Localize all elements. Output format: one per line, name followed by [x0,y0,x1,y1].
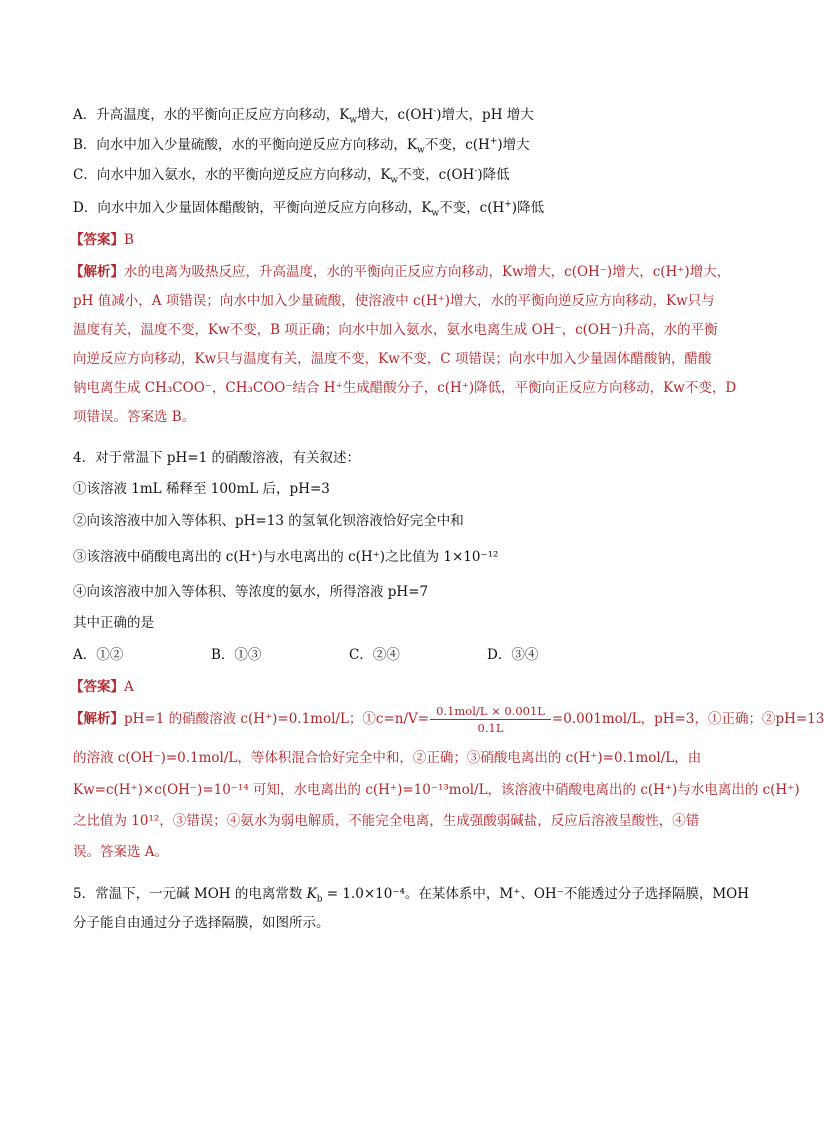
q4-item-2: ②向该溶液中加入等体积、pH=13 的氢氧化钡溶液恰好完全中和 [73,513,464,529]
q4-analysis-line-3: Kw=c(H⁺)×c(OH⁻)=10⁻¹⁴ 可知，水电离出的 c(H⁺)=10⁻¹³mol/L，该溶液中硝酸电离出的 c(H⁺)与水电离出的 c(H⁺) [73,782,800,798]
q3-analysis-line-6: 项错误。答案选 B。 [73,409,196,425]
choice-c: C．②④ [349,647,400,663]
q3-analysis-line-3: 温度有关，温度不变，Kw不变，B 项正确；向水中加入氨水，氨水电离生成 OH⁻，c(OH⁻)升高，水的平衡 [73,322,718,338]
q5-line-1: 5．常温下，一元碱 MOH 的电离常数 $K_b = 1.0\times 10^{-4}$。在某体系中，M⁺、OH⁻不能透过分子选择隔膜，MOH [73,886,749,905]
q3-analysis-line-4: 向逆反应方向移动，Kw只与温度有关，温度不变，Kw不变，C 项错误；向水中加入少量固体醋酸钠，醋酸 [73,351,712,367]
q5-line-2: 分子能自由通过分子选择隔膜，如图所示。 [73,915,330,931]
q4-item-4: ④向该溶液中加入等体积、等浓度的氨水，所得溶液 pH=7 [73,584,429,600]
choice-b: B．①③ [211,647,262,663]
choice-a: A．①② [73,647,124,663]
q4-item-1: ①该溶液 1mL 稀释至 100mL 后，pH=3 [73,481,330,497]
q4-analysis-line-2: 的溶液 c(OH⁻)=0.1mol/L，等体积混合恰好完全中和，②正确；③硝酸电离出的 c(H⁺)=0.1mol/L，由 [73,750,702,766]
q3-option-b: B．向水中加入少量硫酸，水的平衡向逆反应方向移动，$K_w$不变，c(H+)增大 [73,136,530,156]
answer-tag: 【答案】 [70,232,124,248]
q3-analysis-line-5: 钠电离生成 CH₃COO⁻，CH₃COO⁻结合 H⁺生成醋酸分子，c(H⁺)降低，平衡向正反应方向移动，Kw不变，D [73,380,737,396]
q3-option-c: C．向水中加入氨水，水的平衡向逆反应方向移动，$K_w$不变，c(OH-)降低 [73,166,510,186]
choice-d: D．③④ [487,647,539,663]
q3-option-a: A．升高温度，水的平衡向正反应方向移动，$K_w$增大，c(OH-)增大，pH 增大 [73,106,534,126]
q4-analysis-line-4: 之比值为 10¹²，③错误；④氨水为弱电解质，不能完全电离，生成强酸弱碱盐，反应后溶液呈酸性，④错 [73,813,700,829]
q3-answer [70,228,134,248]
answer-value: B [124,232,134,248]
q4-analysis-line-1: 【解析】pH=1 的硝酸溶液 c(H⁺)=0.1mol/L；①c=n/V= $\frac{\text{0.1mol/L × 0.001L}}{0.1L}$ =0.001mol/L，pH=3，①正确；②pH=13 [70,704,824,735]
q4-stem: 4．对于常温下 pH=1 的硝酸溶液，有关叙述： [73,450,360,466]
q3-analysis-line-1: 【解析】水的电离为吸热反应，升高温度，水的平衡向正反应方向移动，Kw增大，c(OH⁻)增大，c(H⁺)增大， [70,264,731,280]
answer-tag: 【答案】 [70,679,124,695]
answer-value: A [124,679,134,695]
q4-choices [73,643,538,663]
analysis-tag: 【解析】 [70,264,124,280]
q4-analysis-line-5: 误。答案选 A。 [73,844,169,860]
q3-analysis-line-2: pH 值减小，A 项错误；向水中加入少量硫酸，使溶液中 c(H⁺)增大，水的平衡向逆反应方向移动，Kw只与 [73,293,715,309]
q4-item-3: ③该溶液中硝酸电离出的 c(H⁺)与水电离出的 c(H⁺)之比值为 1×10⁻¹² [73,549,499,565]
q4-question: 其中正确的是 [73,615,154,631]
q3-option-d: D．向水中加入少量固体醋酸钠，平衡向逆反应方向移动，$K_w$不变，c(H+)降低 [73,199,545,219]
q4-answer [70,675,134,695]
analysis-tag: 【解析】 [70,711,124,727]
fraction: $\frac{\text{0.1mol/L × 0.001L}}{0.1L}$ [430,704,551,735]
